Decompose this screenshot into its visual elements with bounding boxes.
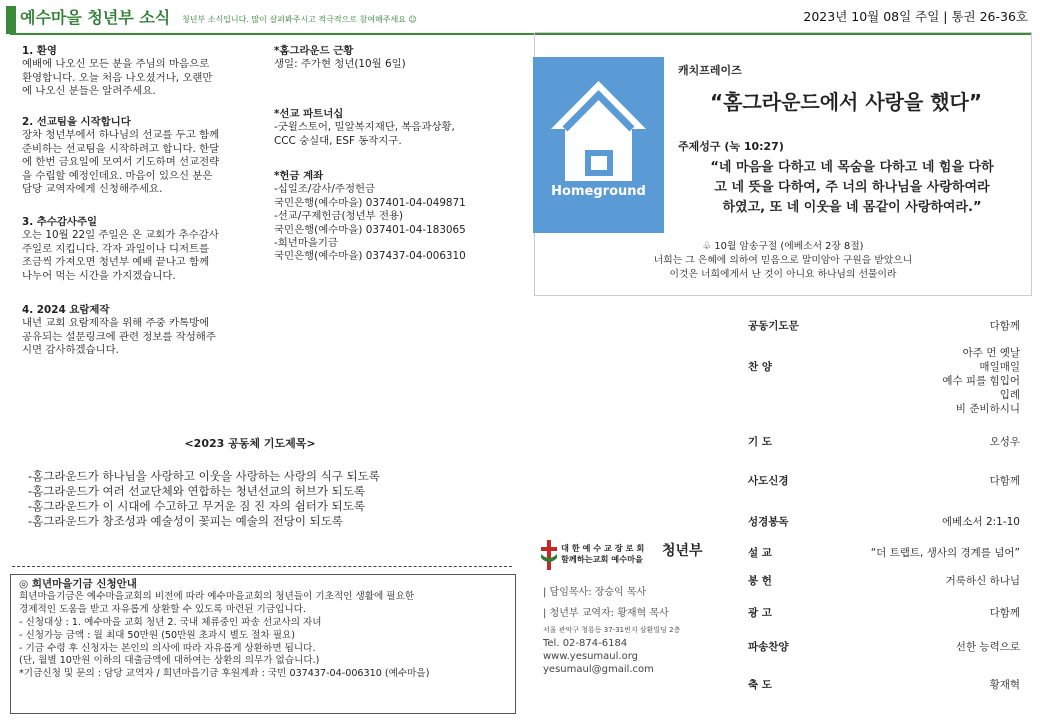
order-value: “더 트랩트, 생사의 경계를 넘어” — [870, 547, 1020, 559]
notice-offering-accounts — [274, 170, 514, 264]
order-label: 공동기도문 — [748, 320, 799, 332]
order-label: 봉 헌 — [748, 575, 772, 587]
order-label: 광 고 — [748, 607, 772, 619]
fund-line: - 신청가능 금액 : 월 최대 50만원 (50만원 초과시 별도 절차 필요) — [19, 629, 296, 641]
notice-title: 3. 추수감사주일 — [22, 216, 98, 228]
order-value: 거룩하신 하나님 — [945, 575, 1020, 587]
section-divider — [12, 566, 512, 567]
order-value: 선한 능력으로 — [955, 641, 1020, 653]
church-title: 함께하는교회 예수마을 — [561, 554, 643, 564]
order-value: 다함께 — [989, 475, 1020, 487]
theme-verse-ref: 주제성구 (눅 10:27) — [678, 140, 784, 153]
prayer-item: -홈그라운드가 이 시대에 수고하고 무거운 짐 진 자의 쉼터가 되도록 — [28, 499, 365, 513]
notice-body: -굿윌스토어, 밀알복지재단, 복음과상황, CCC 숭실대, ESF 동작지구. — [274, 121, 455, 147]
fund-line: 희년마을기금은 예수마을교회의 비전에 따라 예수마을교회의 청년들이 기초적인 생활에 필요한 — [19, 590, 415, 602]
notice-homeground-news — [274, 45, 514, 72]
church-department: 청년부 — [662, 543, 703, 559]
homeground-logo — [533, 57, 664, 233]
order-label: 기 도 — [748, 436, 772, 448]
verse-line: “네 마음을 다하고 네 목숨을 다하고 네 힘을 다하 — [710, 160, 994, 175]
notice-body: 생일: 주가현 청년(10월 6일) — [274, 58, 406, 71]
notice-title: 2. 선교팀을 시작합니다 — [22, 116, 131, 128]
fund-title: ◎ 희년마을기금 신청안내 — [19, 578, 137, 590]
order-label: 축 도 — [748, 679, 772, 691]
notice-mission-partners — [274, 108, 514, 148]
fund-line: (단, 월별 10만원 이하의 대출금액에 대하여는 상환의 의무가 없습니다.) — [19, 655, 320, 667]
notices-column — [22, 216, 244, 283]
notice-body: 예배에 나오신 모든 분을 주님의 마음으로 환영합니다. 오늘 처음 나오셨거나, 오랜만 에 나오신 분들은 알려주세요. — [22, 58, 213, 98]
fund-line: *기금신청 및 문의 : 담당 교역자 / 희년마을기금 후원계좌 : 국민 037437-04-006310 (예수마을) — [19, 668, 430, 680]
order-value: 오성우 — [989, 436, 1020, 448]
order-label: 사도신경 — [748, 475, 789, 487]
church-name — [561, 543, 644, 565]
notice-body: 내년 교회 요람제작을 위해 주중 카톡방에 공유되는 설문링크에 관련 정보를 작성해주 시면 감사하겠습니다. — [22, 317, 216, 357]
church-denomination: 대 한 예 수 교 장 로 회 — [561, 543, 645, 553]
order-value: 황재혁 — [989, 679, 1020, 691]
order-value: 다함께 — [989, 607, 1020, 619]
notice-title: 4. 2024 요람제작 — [22, 304, 110, 316]
prayer-item: -홈그라운드가 하나님을 사랑하고 이웃을 사랑하는 사랑의 식구 되도록 — [28, 469, 380, 483]
prayer-list — [28, 469, 380, 529]
youth-minister: | 청년부 교역자: 황재혁 목사 — [543, 608, 669, 619]
catchphrase-title: “홈그라운드에서 사랑을 했다” — [709, 90, 983, 114]
order-value: 에베소서 2:1-10 — [942, 516, 1020, 528]
newsletter-title: 예수마을 청년부 소식 — [20, 8, 171, 27]
fund-line: 경제적인 도움을 받고 자유롭게 상환할 수 있도록 마련된 기금입니다. — [19, 603, 306, 615]
verse-line: 하였고, 또 네 이웃을 네 몸같이 사랑하여라.” — [722, 200, 982, 215]
church-website[interactable]: www.yesumaul.org — [543, 651, 638, 662]
notice-directory — [22, 304, 244, 358]
order-value: 다함께 — [989, 320, 1020, 332]
prayer-heading: <2023 공동체 기도제목> — [184, 437, 316, 450]
prayer-item: -홈그라운드가 여러 선교단체와 연합하는 청년선교의 허브가 되도록 — [28, 484, 366, 498]
order-label: 성경봉독 — [748, 516, 789, 528]
senior-pastor: | 담임목사: 장승익 목사 — [543, 587, 647, 598]
memory-verse — [534, 240, 1032, 282]
church-tel: Tel. 02-874-6184 — [543, 638, 628, 649]
notice-title: 1. 환영 — [22, 45, 57, 57]
notice-title: *선교 파트너십 — [274, 107, 344, 120]
church-contact — [543, 586, 680, 676]
notices-column — [22, 116, 244, 196]
notices-column — [22, 304, 244, 358]
issue-date: 2023년 10월 08일 주일 | 통권 26-36호 — [803, 9, 1028, 24]
order-label: 찬 양 — [748, 361, 772, 373]
church-address: 서울 관악구 청룡동 37-31번지 삼환빌딩 2층 — [543, 626, 681, 634]
newsletter-subtitle: 청년부 소식입니다. 많이 살펴봐주시고 적극적으로 참여해주세요 ☺ — [182, 15, 417, 24]
fund-line: - 신청대상 : 1. 예수마을 교회 청년 2. 국내 체류중인 파송 선교사의 자녀 — [19, 616, 322, 628]
right-notices — [274, 45, 514, 272]
memory-verse-line: 이것은 너희에게서 난 것이 아니요 하나님의 선물이라 — [669, 269, 897, 280]
memory-verse-line: 너희는 그 은혜에 의하여 믿음으로 말미암아 구원을 받았으니 — [653, 255, 913, 266]
church-cross-icon — [540, 540, 558, 574]
notices-column — [22, 45, 244, 99]
notice-title: *홈그라운드 근황 — [274, 45, 354, 57]
homeground-logo-text: Homeground — [551, 184, 646, 199]
prayer-item: -홈그라운드가 창조성과 예술성이 꽃피는 예술의 전당이 되도록 — [28, 514, 343, 528]
order-label: 설 교 — [748, 547, 772, 559]
memory-verse-ref: ♧ 10월 암송구절 (에베소서 2장 8절) — [702, 241, 864, 252]
notice-body: 오는 10월 22일 주일은 온 교회가 추수감사 주일로 지킵니다. 각자 과일이나 디저트를 조금씩 가져오면 청년부 예배 끝나고 함께 나누어 먹는 시간을 가지겠습니다. — [22, 229, 219, 282]
theme-verse-text — [674, 158, 1030, 218]
notice-welcome — [22, 45, 244, 99]
order-label: 파송찬양 — [748, 641, 789, 653]
notice-title: *헌금 계좌 — [274, 170, 324, 183]
catchphrase-label: 캐치프레이즈 — [678, 64, 742, 77]
jubilee-fund-box — [10, 574, 516, 714]
verse-line: 고 네 뜻을 다하여, 주 너의 하나님을 사랑하여라 — [714, 180, 990, 195]
notice-body: 장차 청년부에서 하나님의 선교를 두고 함께 준비하는 선교팀을 시작하려고 합니다. 한달 에 한번 금요일에 모여서 기도하며 선교전략 을 수립할 예정인데요. 마음이 있으신 분은 담당 교역자에게 신청해주세요. — [22, 129, 220, 196]
house-icon — [533, 57, 664, 233]
notice-mission-team — [22, 116, 244, 196]
church-email[interactable]: yesumaul@gmail.com — [543, 664, 654, 675]
notice-body: -십일조/감사/주정헌금 국민은행(예수마을) 037401-04-049871 -선교/구제헌금(청년부 전용) 국민은행(예수마을) 037401-04-183065 -희년마을기금 국민은행(예수마을) 037437-04-006310 — [274, 183, 466, 263]
order-value: 아주 먼 옛날 매일매일 예수 피를 힘입어 입례 비 준비하시니 — [942, 347, 1020, 415]
fund-line: - 기금 수령 후 신청자는 본인의 의사에 따라 자유롭게 상환하면 됩니다. — [19, 642, 316, 654]
notice-thanksgiving — [22, 216, 244, 283]
header-accent-bar — [6, 6, 16, 34]
